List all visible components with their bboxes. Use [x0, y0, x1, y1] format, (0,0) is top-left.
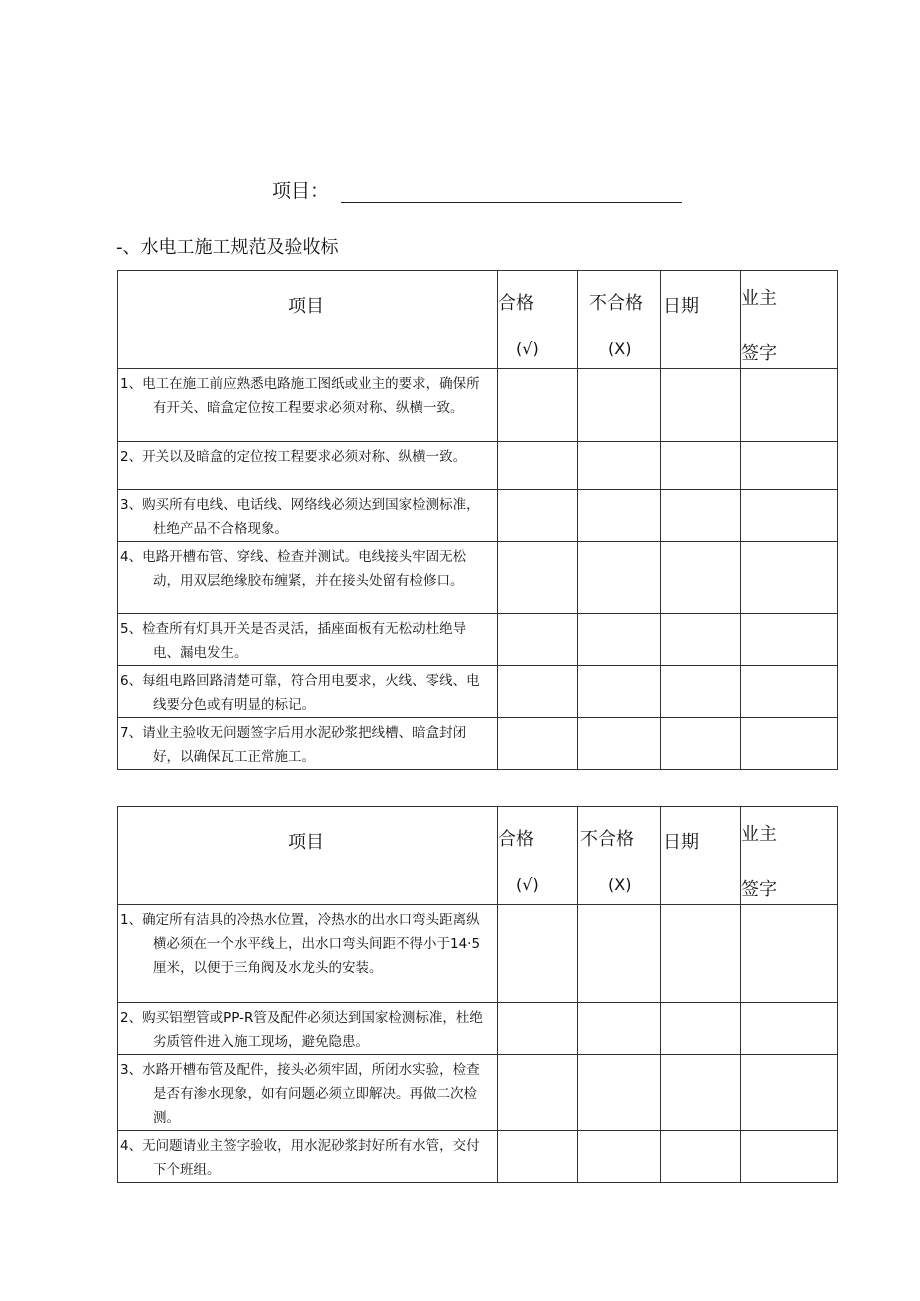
header-owner-cell [741, 807, 838, 905]
fail-cell[interactable] [578, 905, 661, 1003]
header-fail-mark: (X) [608, 339, 632, 358]
item-cell [118, 490, 498, 542]
signature-cell[interactable] [741, 542, 838, 614]
item-text: 4、无问题请业主签字验收，用水泥砂浆封好所有水管，交付下个班组。 [120, 1138, 480, 1178]
fail-cell[interactable] [578, 666, 661, 718]
header-item: 项目 [288, 832, 324, 853]
item-text: 6、每组电路回路清楚可靠，符合用电要求，火线、零线、电线要分色或有明显的标记。 [120, 673, 480, 713]
item-cell [118, 718, 498, 770]
header-pass: 合格 [498, 829, 534, 850]
item-cell [118, 442, 498, 490]
pass-cell[interactable] [498, 442, 578, 490]
item-text: 2、开关以及暗盒的定位按工程要求必须对称、纵横一致。 [120, 449, 467, 465]
header-date-cell [661, 807, 741, 905]
header-owner-line1: 业主 [741, 824, 777, 845]
header-fail-mark: (X) [608, 875, 632, 894]
item-text: 7、请业主验收无问题签字后用水泥砂浆把线槽、暗盒封闭好，以确保瓦工正常施工。 [120, 725, 467, 765]
table-row [118, 1055, 838, 1131]
header-date: 日期 [663, 296, 699, 317]
pass-cell[interactable] [498, 1055, 578, 1131]
date-cell[interactable] [661, 1003, 741, 1055]
header-item-cell [118, 807, 498, 905]
header-owner-cell [741, 271, 838, 369]
table-row [118, 1003, 838, 1055]
header-owner-line2: 签字 [741, 879, 777, 900]
item-cell [118, 1003, 498, 1055]
fail-cell[interactable] [578, 542, 661, 614]
item-cell [118, 1055, 498, 1131]
item-text: 3、购买所有电线、电话线、网络线必须达到国家检测标准，杜绝产品不合格现象。 [120, 497, 480, 537]
date-cell[interactable] [661, 442, 741, 490]
table-row [118, 614, 838, 666]
item-cell [118, 542, 498, 614]
table-header-row [118, 807, 838, 905]
date-cell[interactable] [661, 614, 741, 666]
electrical-table [117, 270, 838, 770]
header-item: 项目 [288, 296, 324, 317]
table-row [118, 718, 838, 770]
signature-cell[interactable] [741, 490, 838, 542]
header-date-cell [661, 271, 741, 369]
date-cell[interactable] [661, 1055, 741, 1131]
item-cell [118, 905, 498, 1003]
header-pass-mark: (√) [516, 875, 539, 894]
pass-cell[interactable] [498, 542, 578, 614]
pass-cell[interactable] [498, 614, 578, 666]
table-row [118, 490, 838, 542]
pass-cell[interactable] [498, 490, 578, 542]
pass-cell[interactable] [498, 1131, 578, 1183]
header-pass-cell [498, 807, 578, 905]
table-row [118, 666, 838, 718]
header-item-cell [118, 271, 498, 369]
table-row [118, 369, 838, 442]
fail-cell[interactable] [578, 490, 661, 542]
fail-cell[interactable] [578, 1003, 661, 1055]
header-owner-line2: 签字 [741, 343, 777, 364]
pass-cell[interactable] [498, 718, 578, 770]
pass-cell[interactable] [498, 369, 578, 442]
project-label: 项目： [272, 180, 330, 202]
table-header-row [118, 271, 838, 369]
date-cell[interactable] [661, 666, 741, 718]
date-cell[interactable] [661, 718, 741, 770]
pass-cell[interactable] [498, 905, 578, 1003]
fail-cell[interactable] [578, 1055, 661, 1131]
signature-cell[interactable] [741, 1055, 838, 1131]
table-row [118, 542, 838, 614]
header-fail: 不合格 [580, 829, 634, 850]
signature-cell[interactable] [741, 369, 838, 442]
signature-cell[interactable] [741, 905, 838, 1003]
signature-cell[interactable] [741, 1131, 838, 1183]
header-fail-cell [578, 807, 661, 905]
date-cell[interactable] [661, 369, 741, 442]
fail-cell[interactable] [578, 369, 661, 442]
signature-cell[interactable] [741, 718, 838, 770]
item-text: 3、水路开槽布管及配件，接头必须牢固，所闭水实验，检查是否有渗水现象，如有问题必须立即解决。再做二次检测。 [120, 1062, 480, 1126]
project-name-blank [341, 202, 682, 203]
item-text: 1、确定所有洁具的冷热水位置，冷热水的出水口弯头距离纵横必须在一个水平线上，出水口弯头间距不得小于14·5厘米，以便于三角阀及水龙头的安装。 [120, 912, 481, 976]
item-text: 2、购买铝塑管或PP-R管及配件必须达到国家检测标准，杜绝劣质管件进入施工现场，避免隐患。 [120, 1010, 483, 1050]
header-pass: 合格 [498, 293, 534, 314]
table-row [118, 905, 838, 1003]
pass-cell[interactable] [498, 666, 578, 718]
signature-cell[interactable] [741, 666, 838, 718]
header-pass-mark: (√) [516, 339, 539, 358]
fail-cell[interactable] [578, 442, 661, 490]
fail-cell[interactable] [578, 614, 661, 666]
header-fail-cell [578, 271, 661, 369]
item-text: 5、检查所有灯具开关是否灵活，插座面板有无松动杜绝导电、漏电发生。 [120, 621, 467, 661]
signature-cell[interactable] [741, 614, 838, 666]
header-fail: 不合格 [589, 293, 643, 314]
header-pass-cell [498, 271, 578, 369]
signature-cell[interactable] [741, 442, 838, 490]
header-owner-line1: 业主 [741, 288, 777, 309]
item-text: 1、电工在施工前应熟悉电路施工图纸或业主的要求，确保所有开关、暗盒定位按工程要求必须对称、纵横一致。 [120, 376, 480, 416]
plumbing-table [117, 806, 838, 1183]
item-cell [118, 614, 498, 666]
header-date: 日期 [663, 832, 699, 853]
date-cell[interactable] [661, 1131, 741, 1183]
signature-cell[interactable] [741, 1003, 838, 1055]
item-cell [118, 666, 498, 718]
table-row [118, 1131, 838, 1183]
table-row [118, 442, 838, 490]
date-cell[interactable] [661, 905, 741, 1003]
date-cell[interactable] [661, 490, 741, 542]
item-text: 4、电路开槽布管、穿线、检查并测试。电线接头牢固无松动，用双层绝缘胶布缠紧，并在接头处留有检修口。 [120, 549, 467, 589]
fail-cell[interactable] [578, 718, 661, 770]
item-cell [118, 1131, 498, 1183]
item-cell [118, 369, 498, 442]
date-cell[interactable] [661, 542, 741, 614]
section-title: -、水电工施工规范及验收标 [116, 237, 339, 258]
pass-cell[interactable] [498, 1003, 578, 1055]
fail-cell[interactable] [578, 1131, 661, 1183]
